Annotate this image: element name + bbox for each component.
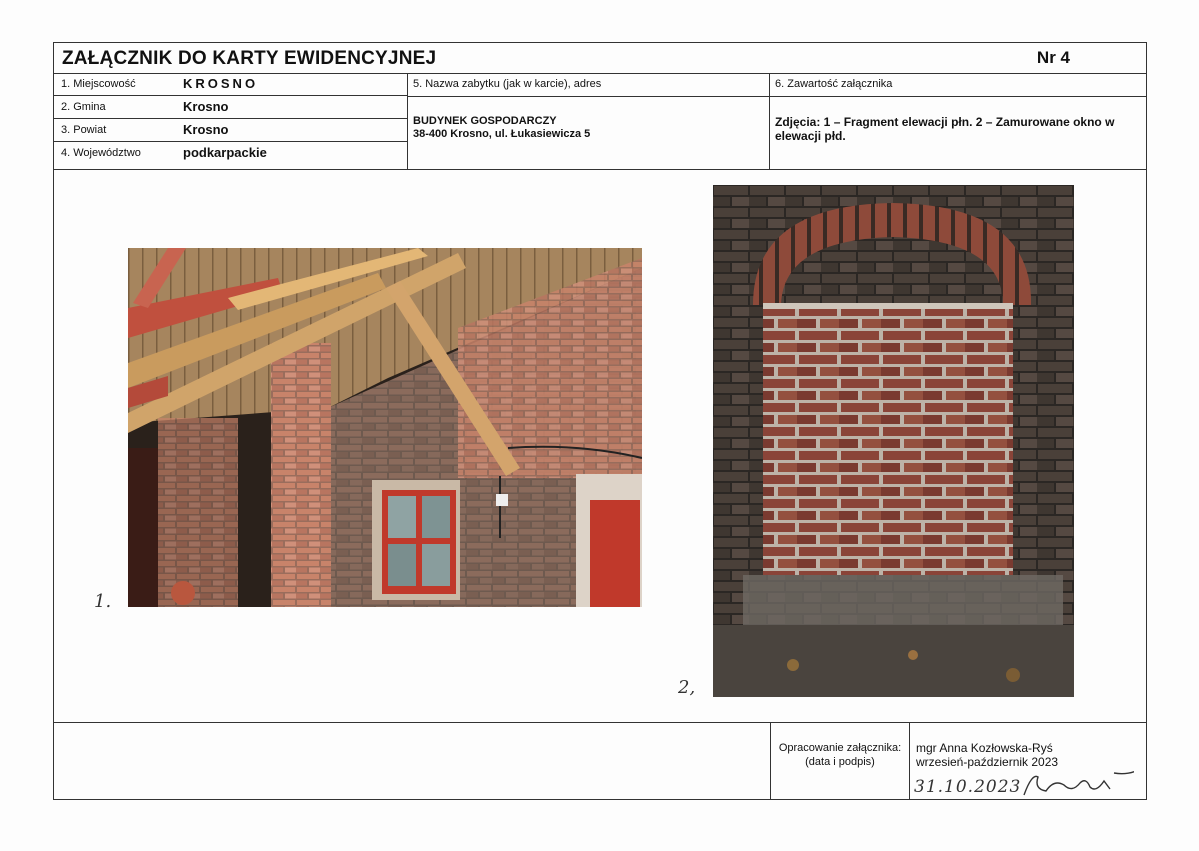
contents-value: Zdjęcia: 1 – Fragment elewacji płn. 2 – Zamurowane okno w elewacji płd. [775, 115, 1115, 143]
contents-label: 6. Zawartość załącznika [775, 78, 893, 90]
field-value: KROSNO [183, 76, 259, 91]
header-table [54, 73, 1146, 170]
field-label: 4. Województwo [61, 147, 141, 159]
preparation-period: wrzesień-październik 2023 [916, 755, 1059, 769]
prepared-label [771, 741, 909, 769]
field-gmina [54, 96, 407, 119]
handwritten-date: 31.10.2023 [914, 777, 1022, 797]
field-value: Krosno [183, 99, 229, 114]
divider [407, 96, 769, 97]
location-fields [54, 73, 408, 169]
photo-1 [128, 248, 642, 607]
monument-value [413, 115, 590, 141]
monument-cell [407, 73, 770, 169]
contents-cell [769, 73, 1146, 169]
signature-icon [914, 769, 1134, 801]
field-wojewodztwo [54, 142, 407, 169]
field-label: 3. Powiat [61, 124, 107, 136]
monument-name: BUDYNEK GOSPODARCZY [413, 115, 557, 127]
document-title: ZAŁĄCZNIK DO KARTY EWIDENCYJNEJ [62, 48, 437, 69]
photo-2-number: 2, [678, 677, 696, 698]
field-label: 2. Gmina [61, 101, 106, 113]
author-block [916, 741, 1058, 769]
monument-label: 5. Nazwa zabytku (jak w karcie), adres [413, 78, 602, 90]
photo-2 [713, 185, 1074, 697]
field-value: podkarpackie [183, 145, 267, 160]
handwritten-signature [914, 769, 1134, 801]
photo-1-number: 1. [94, 591, 112, 612]
prepared-label-line-1: Opracowanie załącznika: [778, 742, 902, 754]
footer-row [54, 722, 1146, 802]
divider [769, 96, 1146, 97]
prepared-label-cell [770, 723, 910, 800]
attachment-sheet [53, 42, 1147, 800]
field-label: 1. Miejscowość [61, 78, 136, 90]
field-powiat [54, 119, 407, 142]
field-value: Krosno [183, 122, 229, 137]
monument-address: 38-400 Krosno, ul. Łukasiewicza 5 [413, 128, 591, 140]
field-miejscowosc [54, 73, 407, 96]
title-row [54, 43, 1146, 74]
author-name: mgr Anna Kozłowska-Ryś [916, 741, 1053, 755]
attachment-number: Nr 4 [1036, 48, 1070, 67]
prepared-label-line-2: (data i podpis) [805, 756, 875, 768]
